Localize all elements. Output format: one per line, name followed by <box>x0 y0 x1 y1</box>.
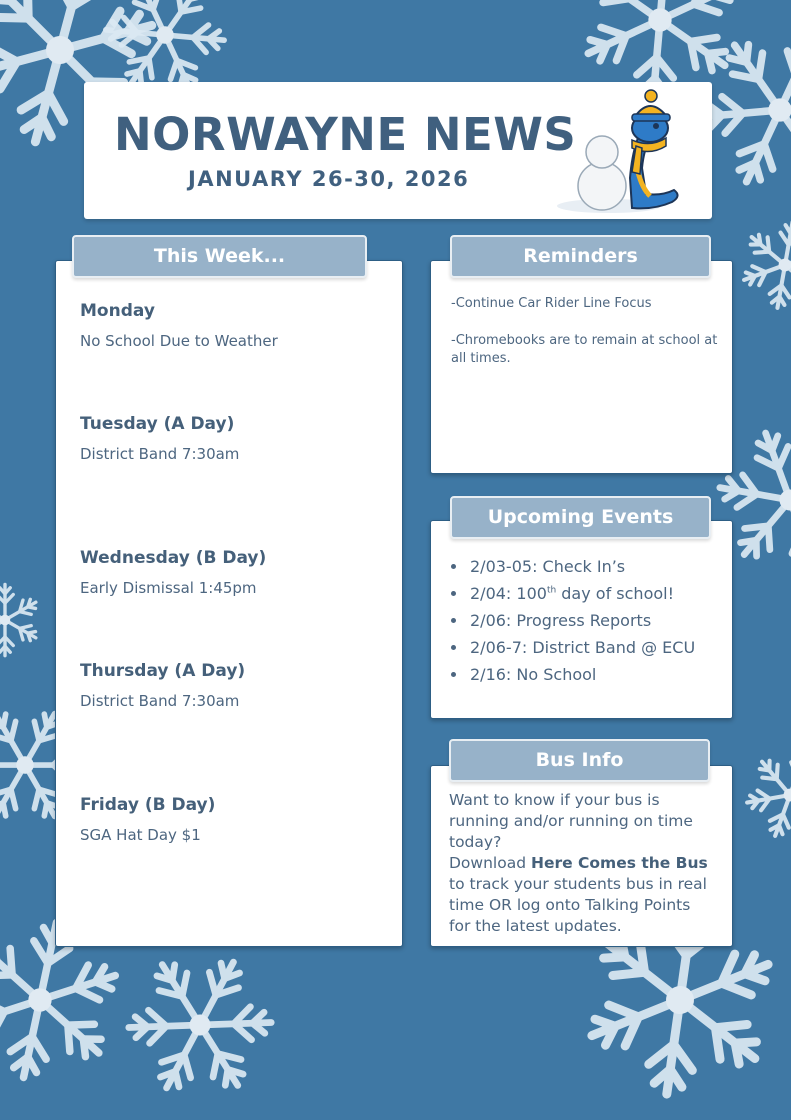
day-event: District Band 7:30am <box>80 692 240 710</box>
this-week-panel <box>55 260 403 947</box>
dinosaur-snowman-mascot <box>554 88 694 218</box>
reminders-panel <box>430 260 733 474</box>
day-name: Thursday (A Day) <box>80 661 246 681</box>
newsletter-title: NORWAYNE NEWS <box>114 108 577 161</box>
reminder-item: -Continue Car Rider Line Focus <box>451 296 652 311</box>
list-item: • 2/06: Progress Reports <box>468 611 695 630</box>
day-name: Tuesday (A Day) <box>80 414 235 434</box>
day-entry <box>80 414 239 463</box>
snowflake-icon <box>730 210 791 320</box>
list-item: • 2/04: 100th day of school! <box>468 584 695 603</box>
reminder-item: -Chromebooks are to remain at school at all times. <box>451 333 718 366</box>
day-entry <box>80 661 245 710</box>
list-item: • 2/03-05: Check In’s <box>468 557 695 576</box>
day-event: SGA Hat Day $1 <box>80 826 201 844</box>
events-list <box>449 557 695 692</box>
this-week-heading: This Week... <box>72 235 367 278</box>
list-item: • 2/06-7: District Band @ ECU <box>468 638 695 657</box>
day-name: Monday <box>80 301 155 321</box>
upcoming-events-heading: Upcoming Events <box>450 496 711 539</box>
day-entry <box>80 301 278 350</box>
bus-info-text: Want to know if your bus is running and/or running on time today? Download Here Comes the Bus to track your students bus in real time OR log onto Talking Points for the latest updates. <box>449 791 708 935</box>
date-range: JANUARY 26-30, 2026 <box>188 167 470 191</box>
upcoming-events-panel <box>430 520 733 719</box>
snowflake-icon <box>0 575 50 665</box>
bus-info-heading: Bus Info <box>449 739 710 782</box>
day-event: No School Due to Weather <box>80 332 278 350</box>
reminders-heading: Reminders <box>450 235 711 278</box>
header-banner <box>84 82 712 219</box>
bus-info-panel <box>430 765 733 947</box>
app-name: Here Comes the Bus <box>530 854 708 872</box>
snowflake-icon <box>110 935 290 1115</box>
day-entry <box>80 795 215 844</box>
snowflake-icon <box>735 740 791 850</box>
day-event: Early Dismissal 1:45pm <box>80 579 257 597</box>
list-item: • 2/16: No School <box>468 665 695 684</box>
day-name: Friday (B Day) <box>80 795 216 815</box>
day-event: District Band 7:30am <box>80 445 240 463</box>
day-name: Wednesday (B Day) <box>80 548 267 568</box>
day-entry <box>80 548 266 597</box>
